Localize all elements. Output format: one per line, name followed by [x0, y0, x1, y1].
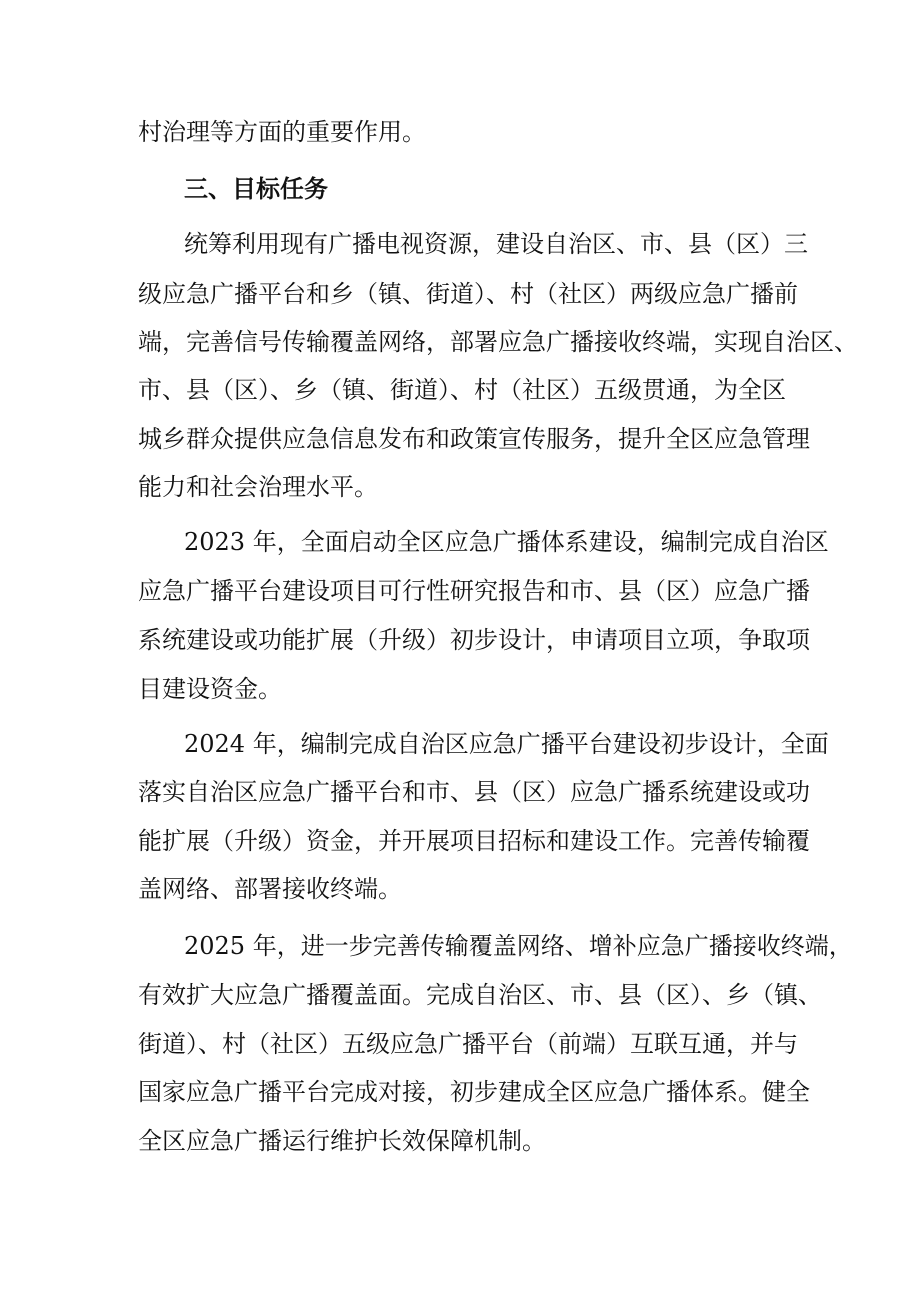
paragraph-line: 应急广播平台建设项目可行性研究报告和市、县（区）应急广播	[138, 577, 810, 605]
paragraph-line: 2024 年，编制完成自治区应急广播平台建设初步设计，全面	[184, 730, 829, 758]
paragraph-line: 2025 年，进一步完善传输覆盖网络、增补应急广播接收终端，	[184, 932, 853, 960]
paragraph-line: 级应急广播平台和乡（镇、街道）、村（社区）两级应急广播前	[138, 280, 798, 308]
paragraph-line: 全区应急广播运行维护长效保障机制。	[138, 1127, 546, 1155]
paragraph-line: 系统建设或功能扩展（升级）初步设计，申请项目立项，争取项	[138, 626, 810, 654]
paragraph-line: 盖网络、部署接收终端。	[138, 875, 402, 903]
paragraph-line: 统筹利用现有广播电视资源，建设自治区、市、县（区）三	[184, 230, 808, 258]
paragraph-line: 街道）、村（社区）五级应急广播平台（前端）互联互通，并与	[138, 1030, 798, 1058]
paragraph-line: 村治理等方面的重要作用。	[138, 118, 426, 146]
paragraph-line: 落实自治区应急广播平台和市、县（区）应急广播系统建设或功	[138, 778, 810, 806]
paragraph-line: 目建设资金。	[138, 675, 282, 703]
paragraph-line: 端，完善信号传输覆盖网络，部署应急广播接收终端，实现自治区、	[138, 328, 858, 356]
paragraph-line: 城乡群众提供应急信息发布和政策宣传服务，提升全区应急管理	[138, 425, 810, 453]
paragraph-line: 国家应急广播平台完成对接，初步建成全区应急广播体系。健全	[138, 1078, 810, 1106]
paragraph-line: 有效扩大应急广播覆盖面。完成自治区、市、县（区）、乡（镇、	[138, 981, 822, 1009]
paragraph-line: 2023 年，全面启动全区应急广播体系建设，编制完成自治区	[184, 528, 829, 556]
paragraph-line: 市、县（区）、乡（镇、街道）、村（社区）五级贯通，为全区	[138, 376, 786, 404]
paragraph-line: 能扩展（升级）资金，并开展项目招标和建设工作。完善传输覆	[138, 827, 810, 855]
paragraph-line: 能力和社会治理水平。	[138, 473, 378, 501]
section-heading: 三、目标任务	[184, 175, 328, 203]
